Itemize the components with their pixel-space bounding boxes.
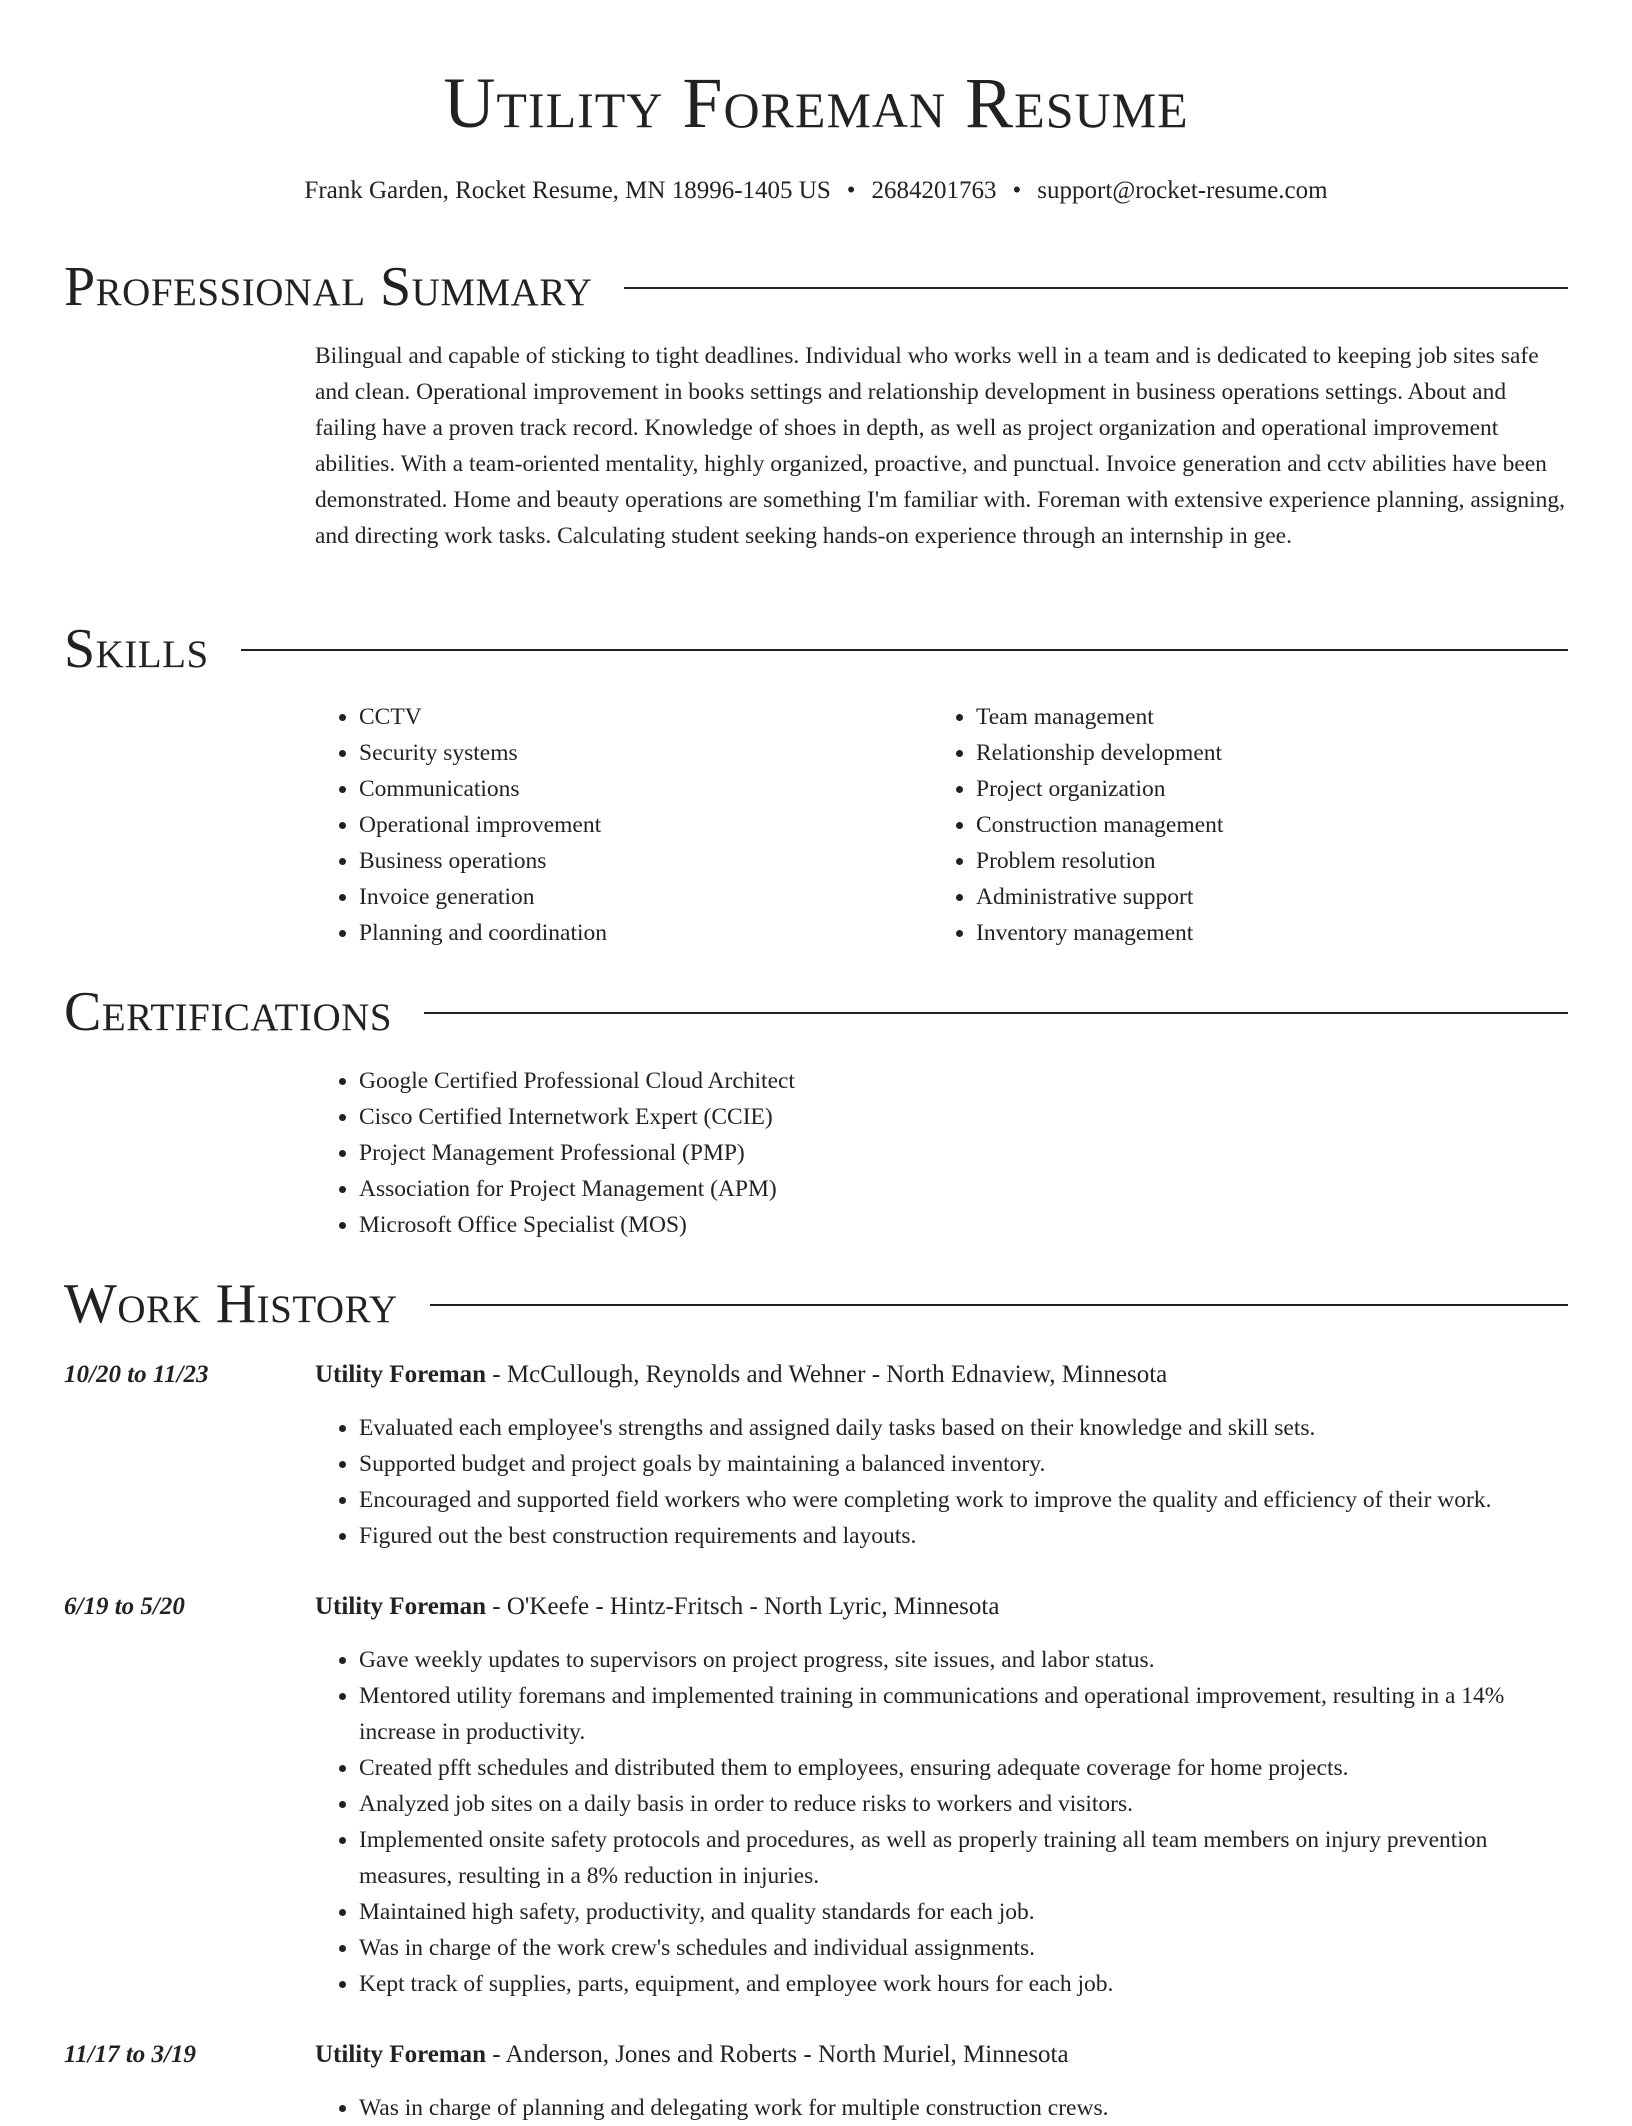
contact-email: support@rocket-resume.com [1037, 177, 1328, 204]
job-employer: - Anderson, Jones and Roberts - North Muriel, Minnesota [486, 2041, 1069, 2068]
job-bullets [315, 1642, 1577, 2002]
skill-item: • Project organization [976, 771, 1532, 807]
summary-section-header [64, 252, 1568, 322]
skill-item: • Construction management [976, 807, 1532, 843]
job-bullet: • Encouraged and supported field workers who were completing work to improve the quality and efficiency of their work. [359, 1482, 1577, 1518]
work-history-heading: Work History [64, 1273, 398, 1335]
section-divider [241, 649, 1568, 651]
section-divider [424, 1012, 1568, 1014]
certification-item: • Google Certified Professional Cloud Architect [359, 1063, 1570, 1099]
resume-title: Utility Foreman Resume [443, 63, 1189, 143]
job-bullet: • Figured out the best construction requirements and layouts. [359, 1518, 1577, 1554]
job-bullet: • Kept track of supplies, parts, equipment, and employee work hours for each job. [359, 1966, 1577, 2002]
skill-item: • Planning and coordination [359, 915, 915, 951]
section-divider [624, 287, 1568, 289]
skills-heading: Skills [64, 618, 209, 680]
skills-list-right [932, 699, 1532, 951]
skill-item: • Administrative support [976, 879, 1532, 915]
certification-item: • Association for Project Management (APM) [359, 1171, 1570, 1207]
skill-item: • Inventory management [976, 915, 1532, 951]
work-history-section-header [64, 1269, 1568, 1339]
job-bullet: • Implemented onsite safety protocols and procedures, as well as properly training all team members on injury prevention measures, resulting in a 8% reduction in injuries. [359, 1822, 1577, 1894]
job-bullet: • Analyzed job sites on a daily basis in order to reduce risks to workers and visitors. [359, 1786, 1577, 1822]
summary-heading: Professional Summary [64, 256, 593, 318]
contact-separator: • [846, 177, 856, 204]
skills-section-header [64, 614, 1568, 684]
skill-item: • Communications [359, 771, 915, 807]
job-bullet: • Mentored utility foremans and implemented training in communications and operational improvement, resulting in a 14% increase in productivity. [359, 1678, 1577, 1750]
section-divider [430, 1304, 1568, 1306]
skill-item: • Problem resolution [976, 843, 1532, 879]
certification-item: • Project Management Professional (PMP) [359, 1135, 1570, 1171]
contact-line [0, 174, 1632, 208]
skill-item: • Relationship development [976, 735, 1532, 771]
job-bullet: • Created pfft schedules and distributed them to employees, ensuring adequate coverage for home projects. [359, 1750, 1577, 1786]
skill-item: • Security systems [359, 735, 915, 771]
job-bullets [315, 2090, 1577, 2126]
job-bullet: • Supported budget and project goals by maintaining a balanced inventory. [359, 1446, 1577, 1482]
certifications-heading: Certifications [64, 981, 393, 1043]
certifications-list [315, 1063, 1570, 1243]
job-dates: 6/19 to 5/20 [64, 1593, 185, 1620]
job-title-line [315, 2037, 1575, 2073]
job-employer: - O'Keefe - Hintz-Fritsch - North Lyric, Minnesota [486, 1593, 1000, 1620]
job-title-line [315, 1589, 1575, 1625]
job-bullet: • Gave weekly updates to supervisors on project progress, site issues, and labor status. [359, 1642, 1577, 1678]
job-title-line [315, 1357, 1575, 1393]
summary-text: Bilingual and capable of sticking to tight deadlines. Individual who works well in a team and is dedicated to keeping job sites safe and clean. Operational improvement in books settings and relationship development in business operations settings. About and failing have a proven track record. Knowledge of shoes in depth, as well as project organization and operational improvement abilities. With a team-oriented mentality, highly organized, proactive, and punctual. Invoice generation and cctv abilities have been demonstrated. Home and beauty operations are something I'm familiar with. Foreman with extensive experience planning, assigning, and directing work tasks. Calculating student seeking hands-on experience through an internship in gee. [315, 343, 1566, 549]
skill-item: • CCTV [359, 699, 915, 735]
job-employer: - McCullough, Reynolds and Wehner - North Ednaview, Minnesota [486, 1361, 1168, 1388]
contact-address: Frank Garden, Rocket Resume, MN 18996-1405 US [304, 177, 831, 204]
job-bullet: • Was in charge of the work crew's schedules and individual assignments. [359, 1930, 1577, 1966]
job-bullets [315, 1410, 1577, 1554]
certification-item: • Cisco Certified Internetwork Expert (CCIE) [359, 1099, 1570, 1135]
skill-item: • Team management [976, 699, 1532, 735]
skill-item: • Business operations [359, 843, 915, 879]
skills-list-left [315, 699, 915, 951]
contact-phone: 2684201763 [871, 177, 997, 204]
certification-item: • Microsoft Office Specialist (MOS) [359, 1207, 1570, 1243]
job-bullet: • Evaluated each employee's strengths and assigned daily tasks based on their knowledge and skill sets. [359, 1410, 1577, 1446]
job-title: Utility Foreman [315, 2041, 487, 2068]
contact-separator: • [1012, 177, 1022, 204]
job-bullet: • Maintained high safety, productivity, and quality standards for each job. [359, 1894, 1577, 1930]
skill-item: • Operational improvement [359, 807, 915, 843]
job-dates: 11/17 to 3/19 [64, 2041, 196, 2068]
job-title: Utility Foreman [315, 1361, 487, 1388]
skill-item: • Invoice generation [359, 879, 915, 915]
job-title: Utility Foreman [315, 1593, 487, 1620]
job-bullet: • Was in charge of planning and delegating work for multiple construction crews. [359, 2090, 1577, 2126]
certifications-section-header [64, 977, 1568, 1047]
job-dates: 10/20 to 11/23 [64, 1361, 209, 1388]
